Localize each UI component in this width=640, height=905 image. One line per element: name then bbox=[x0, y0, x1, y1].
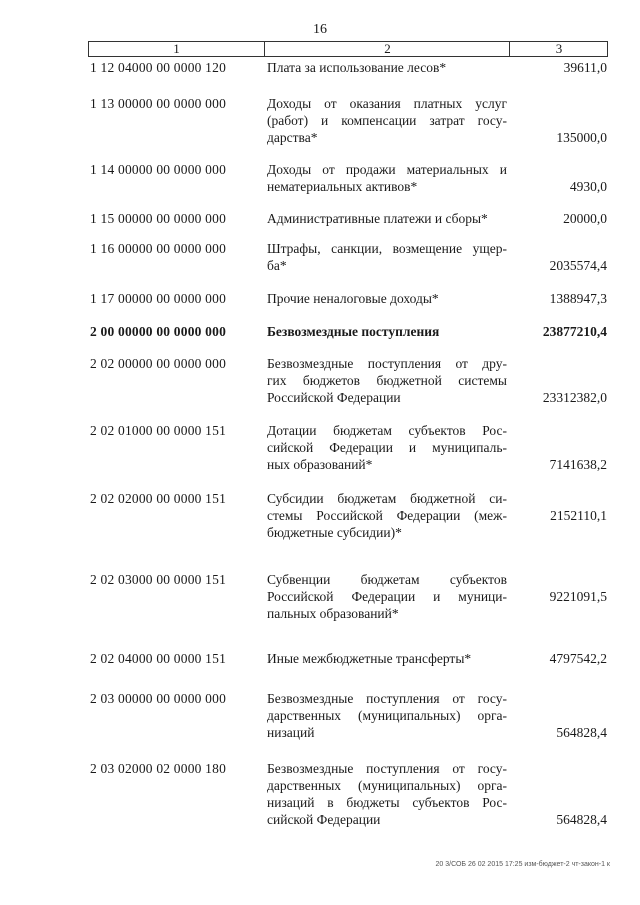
footer-stamp: 20 3/СОБ 26 02 2015 17:25 изм-бюджет-2 чт-закон-1 к bbox=[435, 861, 610, 868]
row-name bbox=[267, 355, 507, 406]
header-col-1: 1 bbox=[173, 41, 180, 56]
row-name-line: дарственных (муниципальных) орга- bbox=[267, 778, 507, 793]
row-name bbox=[267, 650, 507, 667]
row-name bbox=[267, 760, 507, 828]
row-name-line: нематериальных активов* bbox=[267, 179, 418, 194]
row-name bbox=[267, 59, 507, 76]
row-name-line: низаций в бюджеты субъектов Рос- bbox=[267, 795, 507, 810]
row-code: 2 02 00000 00 0000 000 bbox=[90, 356, 227, 371]
row-name bbox=[267, 422, 507, 473]
row-name-line: Административные платежи и сборы* bbox=[267, 211, 488, 226]
row-value: 2035574,4 bbox=[549, 258, 607, 273]
row-name bbox=[267, 161, 507, 195]
row-code: 2 02 01000 00 0000 151 bbox=[90, 423, 227, 438]
row-value: 20000,0 bbox=[563, 211, 607, 226]
row-name-line: Субсидии бюджетам бюджетной си- bbox=[267, 491, 507, 506]
row-value: 2152110,1 bbox=[550, 508, 607, 523]
row-name-line: Штрафы, санкции, возмещение ущер- bbox=[267, 241, 507, 256]
row-name-line: Безвозмездные поступления от госу- bbox=[267, 761, 507, 776]
row-value: 23312382,0 bbox=[542, 390, 607, 405]
header-col-3: 3 bbox=[509, 42, 608, 56]
row-name-line: дарственных (муниципальных) орга- bbox=[267, 708, 507, 723]
row-name-line: дарства* bbox=[267, 130, 318, 145]
row-value: 564828,4 bbox=[556, 725, 607, 740]
row-code: 1 17 00000 00 0000 000 bbox=[90, 291, 227, 306]
row-name bbox=[267, 690, 507, 741]
row-name-line: ных образований* bbox=[267, 457, 373, 472]
row-code: 1 12 04000 00 0000 120 bbox=[90, 60, 227, 75]
row-value: 39611,0 bbox=[563, 60, 607, 75]
row-value: 23877210,4 bbox=[542, 324, 607, 339]
row-name-line: Доходы от оказания платных услуг bbox=[267, 96, 507, 111]
row-name-line: сийской Федерации и муниципаль- bbox=[267, 440, 507, 455]
row-name bbox=[267, 490, 507, 541]
row-value: 564828,4 bbox=[556, 812, 607, 827]
row-code: 2 02 02000 00 0000 151 bbox=[90, 491, 227, 506]
row-name-line: Российской Федерации и муници- bbox=[267, 589, 507, 604]
row-code: 1 14 00000 00 0000 000 bbox=[90, 162, 227, 177]
row-name bbox=[267, 323, 507, 340]
row-name-line: Субвенции бюджетам субъектов bbox=[267, 572, 507, 587]
row-code: 1 16 00000 00 0000 000 bbox=[90, 241, 227, 256]
row-name-line: (работ) и компенсации затрат госу- bbox=[267, 113, 507, 128]
row-name-line: стемы Российской Федерации (меж- bbox=[267, 508, 507, 523]
row-name-line: Безвозмездные поступления от госу- bbox=[267, 691, 507, 706]
row-name bbox=[267, 571, 507, 622]
row-value: 4930,0 bbox=[569, 179, 607, 194]
row-name-line: низаций bbox=[267, 725, 315, 740]
row-name-line: ба* bbox=[267, 258, 287, 273]
row-code: 1 13 00000 00 0000 000 bbox=[90, 96, 227, 111]
row-code: 1 15 00000 00 0000 000 bbox=[90, 211, 227, 226]
row-name bbox=[267, 240, 507, 274]
row-name-line: Плата за использование лесов* bbox=[267, 60, 447, 75]
row-value: 4797542,2 bbox=[549, 651, 607, 666]
row-value: 135000,0 bbox=[556, 130, 607, 145]
row-name-line: бюджетные субсидии)* bbox=[267, 525, 402, 540]
row-code: 2 02 03000 00 0000 151 bbox=[90, 572, 227, 587]
page-number: 16 bbox=[313, 22, 327, 37]
row-name-line: сийской Федерации bbox=[267, 812, 381, 827]
table-header bbox=[88, 41, 608, 57]
row-code: 2 02 04000 00 0000 151 bbox=[90, 651, 227, 666]
row-code: 2 03 02000 02 0000 180 bbox=[90, 761, 227, 776]
row-name-line: пальных образований* bbox=[267, 606, 399, 621]
row-name bbox=[267, 210, 507, 227]
row-name-line: Безвозмездные поступления от дру- bbox=[267, 356, 507, 371]
row-name-line: Иные межбюджетные трансферты* bbox=[267, 651, 472, 666]
row-name-line: Российской Федерации bbox=[267, 390, 401, 405]
row-name bbox=[267, 290, 507, 307]
row-name-line: гих бюджетов бюджетной системы bbox=[267, 373, 507, 388]
row-name bbox=[267, 95, 507, 146]
row-value: 9221091,5 bbox=[549, 589, 607, 604]
row-name-line: Безвозмездные поступления bbox=[267, 324, 440, 339]
row-name-line: Доходы от продажи материальных и bbox=[267, 162, 507, 177]
row-value: 1388947,3 bbox=[549, 291, 607, 306]
header-col-2: 2 bbox=[264, 42, 510, 56]
row-code: 2 03 00000 00 0000 000 bbox=[90, 691, 227, 706]
row-value: 7141638,2 bbox=[549, 457, 607, 472]
row-name-line: Прочие неналоговые доходы* bbox=[267, 291, 439, 306]
row-name-line: Дотации бюджетам субъектов Рос- bbox=[267, 423, 507, 438]
row-code: 2 00 00000 00 0000 000 bbox=[90, 324, 227, 339]
